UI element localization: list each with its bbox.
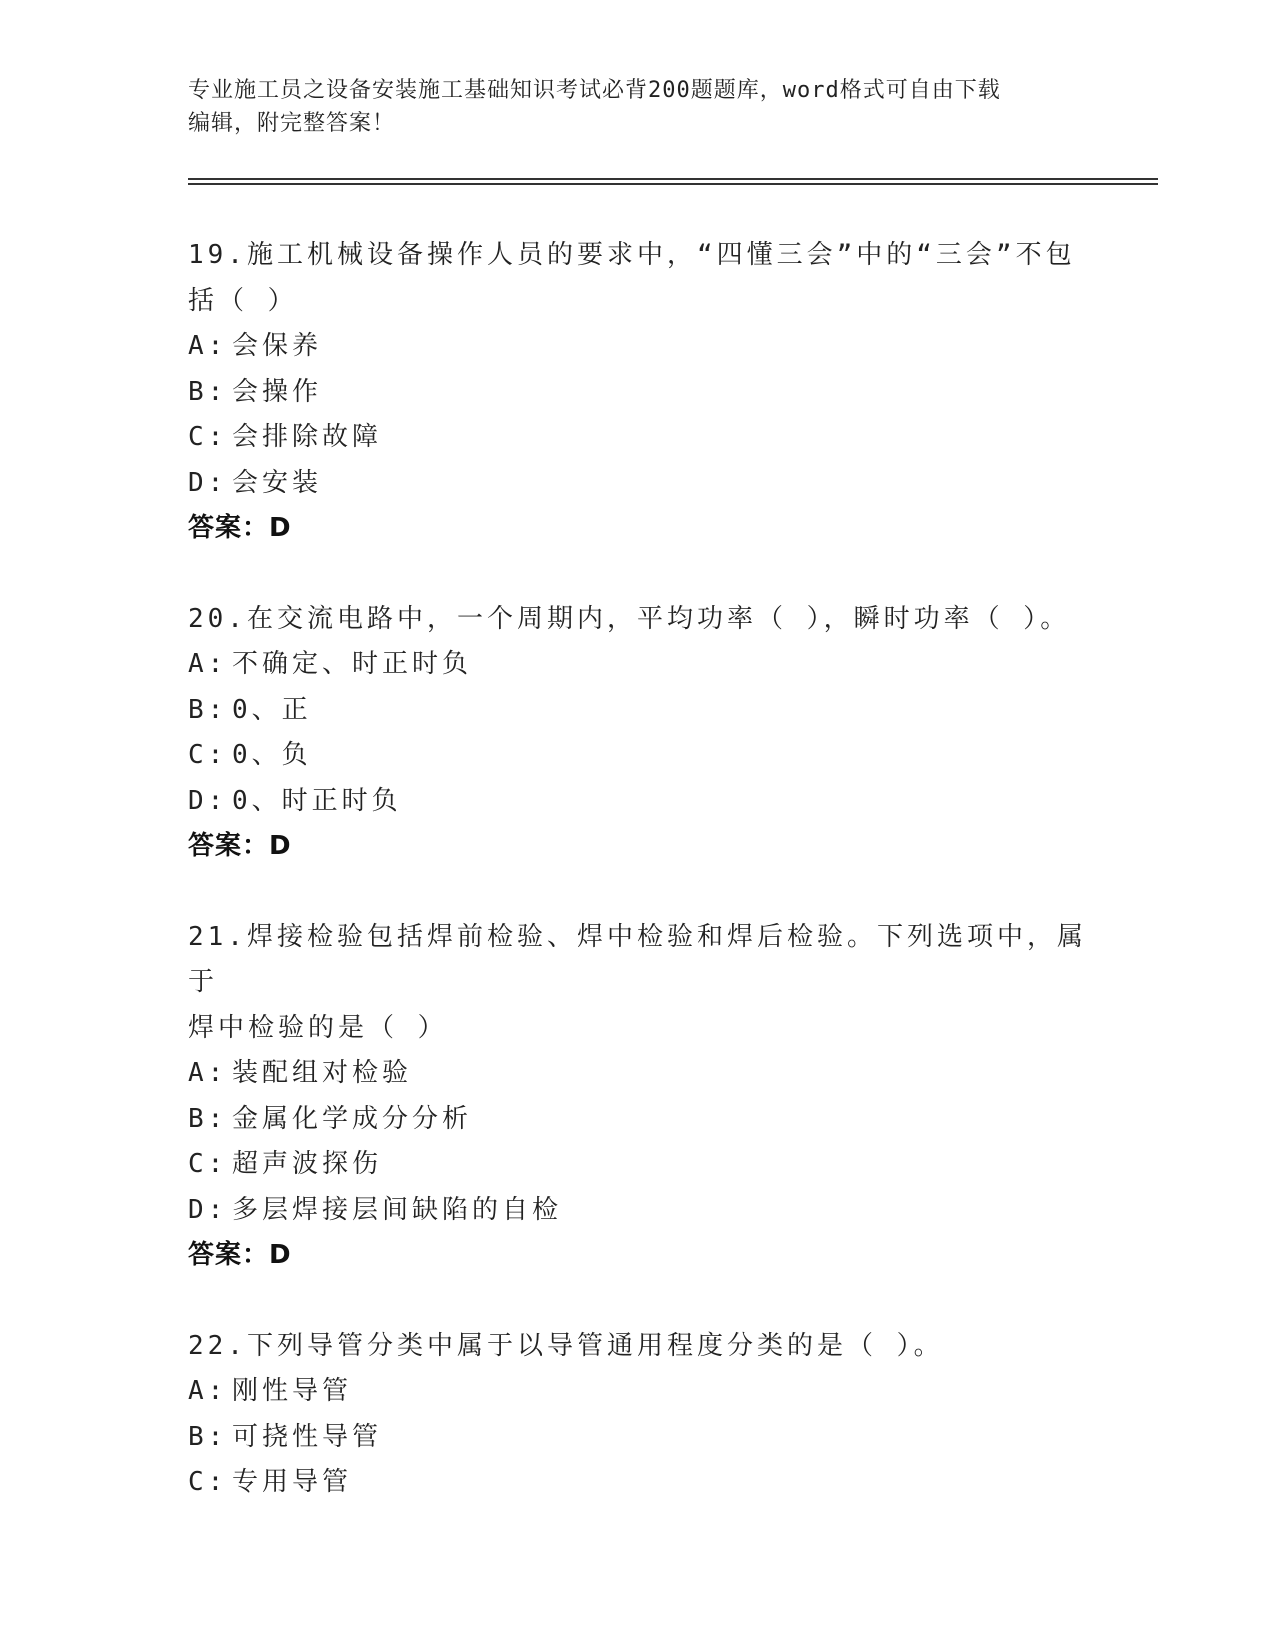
option-text: 会保养 <box>232 331 323 361</box>
option-d <box>188 1188 1088 1234</box>
option-letter: C: <box>188 1149 228 1179</box>
option-letter: B: <box>188 1421 228 1452</box>
option-a <box>188 1051 1088 1097</box>
question-text <box>188 597 1088 643</box>
question-number: 20. <box>188 603 247 634</box>
question-text-line-2: 括（ ） <box>188 285 298 316</box>
question-text-line-1: 焊接检验包括焊前检验、焊中检验和焊后检验。下列选项中，属于 <box>188 921 1087 997</box>
question-20 <box>188 597 1088 870</box>
header-line-2: 编辑，附完整答案！ <box>188 111 396 136</box>
question-text-line-1: 在交流电路中，一个周期内，平均功率（ ），瞬时功率（ ）。 <box>246 603 1071 634</box>
question-text <box>188 233 1088 279</box>
option-letter: A: <box>188 1376 228 1406</box>
option-c <box>188 733 1088 779</box>
option-text: 0、时正时负 <box>232 785 402 816</box>
option-d <box>188 779 1088 825</box>
question-list <box>188 233 1088 1551</box>
question-text-line-2: 焊中检验的是（ ） <box>188 1012 448 1043</box>
option-b <box>188 688 1088 734</box>
question-number: 22. <box>188 1330 247 1361</box>
option-text: 专用导管 <box>232 1467 353 1497</box>
question-text <box>188 1324 1088 1370</box>
option-letter: C: <box>188 1467 228 1497</box>
option-c <box>188 415 1088 461</box>
option-a <box>188 324 1088 370</box>
option-text: 0、负 <box>232 740 312 770</box>
option-letter: C: <box>188 740 228 770</box>
answer-label: 答案：D <box>188 1240 292 1270</box>
option-text: 0、正 <box>232 694 312 725</box>
option-letter: D: <box>188 467 228 498</box>
option-letter: D: <box>188 1194 228 1225</box>
option-letter: B: <box>188 376 228 407</box>
question-text-line-1: 下列导管分类中属于以导管通用程度分类的是（ ）。 <box>246 1330 944 1361</box>
option-a <box>188 642 1088 688</box>
option-text: 刚性导管 <box>232 1376 353 1406</box>
header-divider-top <box>188 178 1158 180</box>
option-text: 超声波探伤 <box>232 1149 383 1179</box>
option-c <box>188 1460 1088 1506</box>
header-divider-bottom <box>188 183 1158 185</box>
question-number: 19. <box>188 240 247 270</box>
question-22 <box>188 1324 1088 1506</box>
option-letter: C: <box>188 422 228 452</box>
option-text: 金属化学成分分析 <box>232 1103 473 1134</box>
option-text: 会排除故障 <box>232 422 383 452</box>
question-text <box>188 915 1088 1006</box>
question-number: 21. <box>188 921 247 952</box>
option-text: 会安装 <box>232 467 323 498</box>
option-letter: B: <box>188 1103 228 1134</box>
option-d <box>188 461 1088 507</box>
option-a <box>188 1369 1088 1415</box>
option-letter: A: <box>188 649 228 679</box>
option-text: 多层焊接层间缺陷的自检 <box>232 1194 563 1225</box>
option-b <box>188 370 1088 416</box>
option-text: 不确定、时正时负 <box>232 649 473 679</box>
option-text: 可挠性导管 <box>232 1421 383 1452</box>
option-b <box>188 1415 1088 1461</box>
answer-label: 答案：D <box>188 831 292 861</box>
question-19 <box>188 233 1088 552</box>
option-letter: B: <box>188 694 228 725</box>
option-letter: A: <box>188 1058 228 1088</box>
option-c <box>188 1142 1088 1188</box>
question-21 <box>188 915 1088 1279</box>
answer-label: 答案：D <box>188 513 292 543</box>
option-b <box>188 1097 1088 1143</box>
header-line-1: 专业施工员之设备安装施工基础知识考试必背200题题库，word格式可自由下载 <box>188 78 1001 103</box>
document-header <box>188 74 1088 140</box>
question-text-line-1: 施工机械设备操作人员的要求中，“四懂三会”中的“三会”不包 <box>246 240 1076 270</box>
option-letter: D: <box>188 785 228 816</box>
option-text: 装配组对检验 <box>232 1058 413 1088</box>
option-text: 会操作 <box>232 376 323 407</box>
option-letter: A: <box>188 331 228 361</box>
